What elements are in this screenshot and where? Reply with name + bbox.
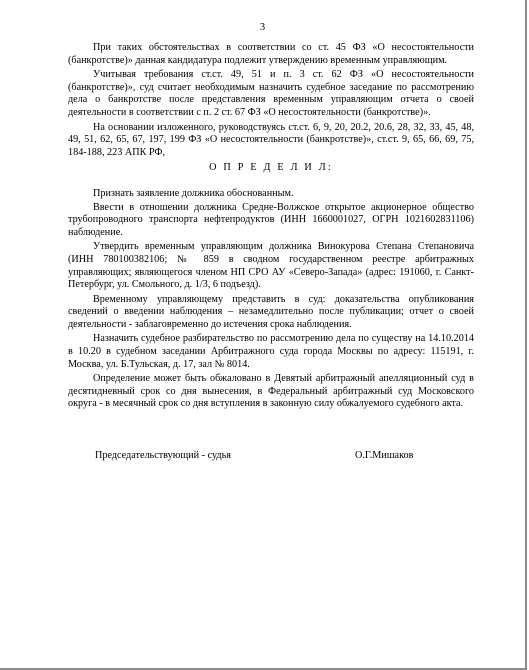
document-body — [68, 42, 474, 412]
paragraph-recognize-claim: Признать заявление должника обоснованным. — [93, 187, 294, 199]
ruling-heading: О П Р Е Д Е Л И Л: — [209, 162, 333, 174]
paragraph-candidate-approval: При таких обстоятельствах в соответствии со ст. 45 ФЗ «О несостоятельности (банкротстве)» данная кандидатура подлежит утверждению временным управляющим. — [68, 42, 474, 66]
paragraph-hearing-requirement: Учитывая требования ст.ст. 49, 51 и п. 3 ст. 62 ФЗ «О несостоятельности (банкротстве)», суд считает необходимым назначить судебное заседание по рассмотрению дела о банкротстве после представления временным управляющим отчета о своей деятельности в соответствии с п. 2 ст. 67 ФЗ «О несостоятельности (банкротстве)». — [68, 69, 474, 118]
paragraph-schedule-hearing: Назначить судебное разбирательство по рассмотрению дела по существу на 14.10.2014 в 10.20 в судебном заседании Арбитражного суда города Москвы по адресу: 115191, г. Москва, ул. Б.Тульская, д. 17, зал № 8014. — [68, 333, 474, 370]
signature-name: О.Г.Мишаков — [355, 450, 414, 461]
paragraph-appoint-manager: Утвердить временным управляющим должника Винокурова Степана Степановича (ИНН 780100382106; № 859 в сводном государственном реестре арбитражных управляющих; являющегося членом НП СРО АУ «Северо-Запада» (адрес: 191060, г. Санкт-Петербург, ул. Смольного, д. 1/3, 6 подъезд). — [68, 241, 474, 291]
paragraph-appeal-terms: Определение может быть обжаловано в Девятый арбитражный апелляционный суд в десятидневный срок со дня вынесения, в Федеральный арбитражный суд Московского округа - в месячный срок со дня вступления в законную силу обжалуемого судебного акта. — [68, 373, 474, 410]
signature-role: Председательствующий - судья — [95, 450, 231, 461]
paragraph-introduce-observation: Ввести в отношении должника Средне-Волжское открытое акционерное общество трубопроводного транспорта нефтепродуктов (ИНН 1660001027, ОГРН 1021602831106) наблюдение. — [68, 201, 474, 238]
paragraph-manager-duties: Временному управляющему представить в суд: доказательства опубликования сведений о введении наблюдения – незамедлительно после публикации; отчет о своей деятельности - заблаговременно до истечения срока наблюдения. — [68, 293, 474, 330]
paragraph-legal-basis: На основании изложенного, руководствуясь ст.ст. 6, 9, 20, 20.2, 20.6, 28, 32, 33, 45, 48, 49, 51, 62, 65, 67, 197, 199 ФЗ «О несостоятельности (банкротстве)», ст.ст. 9, 65, 66, 69, 75, 184-188, 223 АПК РФ, — [68, 121, 474, 158]
page-number: 3 — [259, 22, 266, 33]
